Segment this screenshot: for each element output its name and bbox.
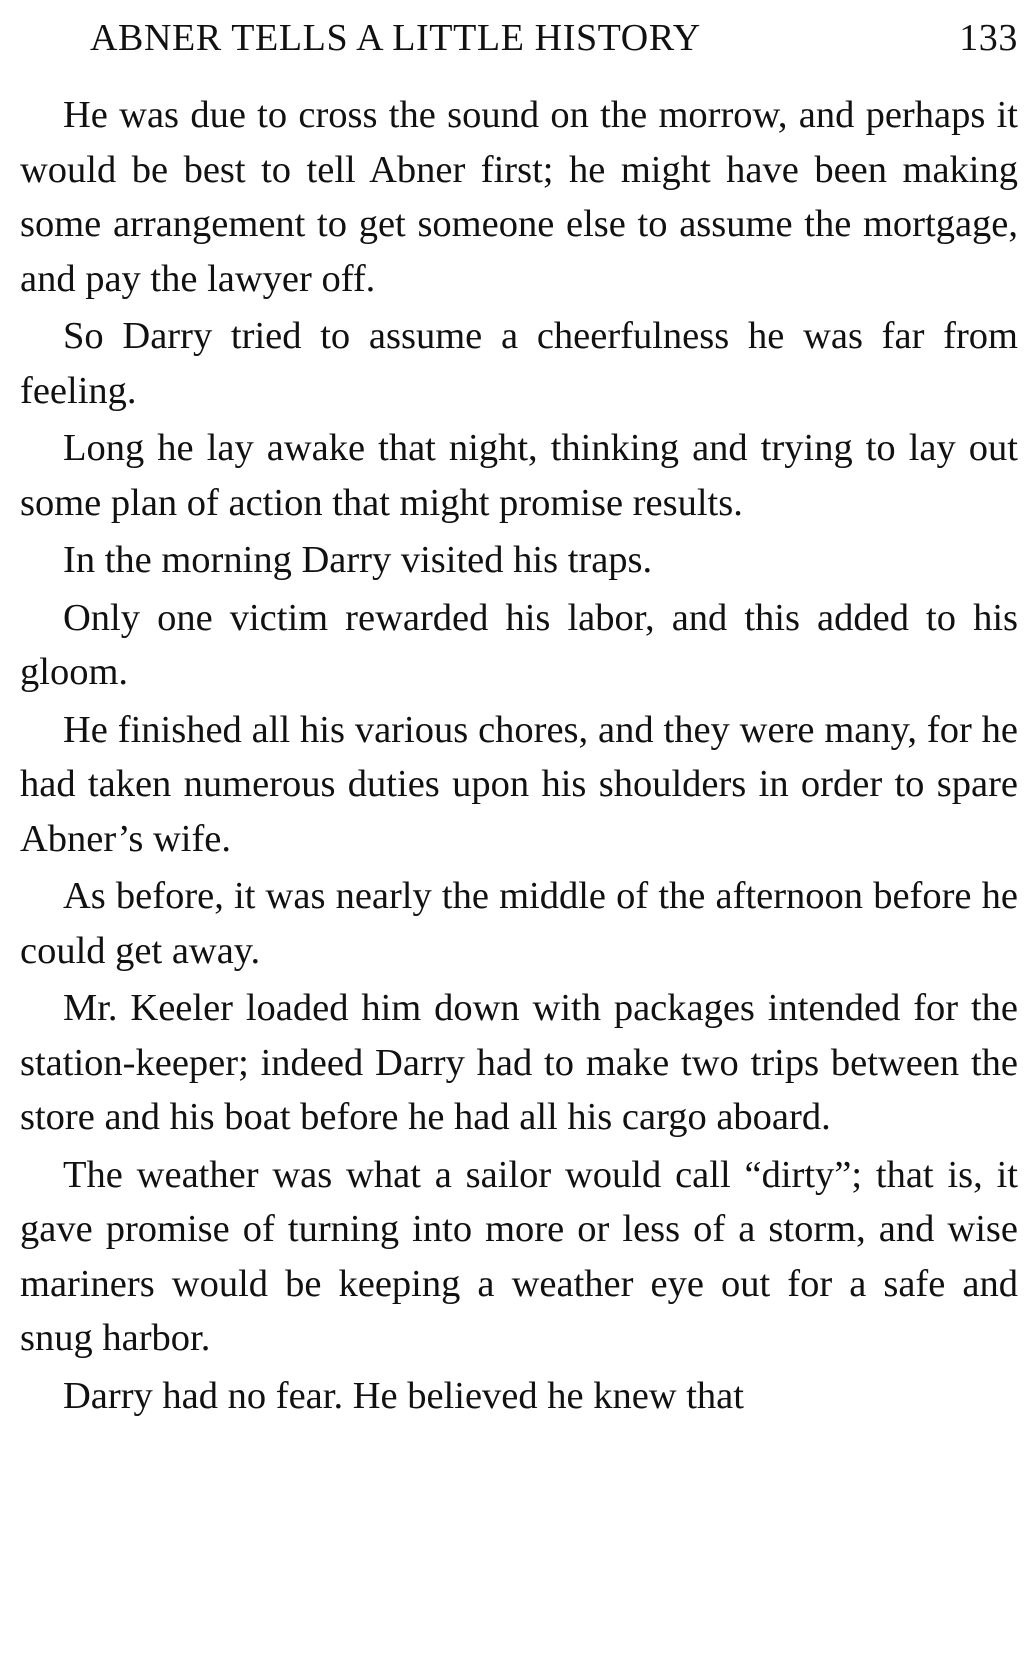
paragraph: In the morning Darry visited his traps. xyxy=(63,539,653,581)
running-header xyxy=(90,14,1018,62)
paragraph: He finished all his various chores, and they were many, for he had taken numerous duties upon his shoulders in order to spare Abner’s wife. xyxy=(20,708,1018,860)
chapter-title: ABNER TELLS A LITTLE HISTORY xyxy=(90,17,701,59)
paragraph: Long he lay awake that night, thinking and trying to lay out some plan of action that might promise results. xyxy=(20,427,1018,524)
paragraph: As before, it was nearly the middle of the afternoon before he could get away. xyxy=(20,875,1018,972)
paragraph: So Darry tried to assume a cheerfulness he was far from feeling. xyxy=(20,315,1018,412)
page-number: 133 xyxy=(959,17,1018,59)
paragraph: The weather was what a sailor would call “dirty”; that is, it gave promise of turning into more or less of a storm, and wise mariners would be keeping a weather eye out for a safe and snug harbor. xyxy=(20,1153,1018,1359)
paragraph: Only one victim rewarded his labor, and this added to his gloom. xyxy=(20,596,1018,693)
body-text xyxy=(20,88,1018,1426)
paragraph: He was due to cross the sound on the morrow, and perhaps it would be best to tell Abner first; he might have been making some arrangement to get someone else to assume the mortgage, and pay the lawyer off. xyxy=(20,94,1018,300)
paragraph: Darry had no fear. He believed he knew that xyxy=(63,1374,744,1417)
paragraph: Mr. Keeler loaded him down with packages intended for the station-keeper; indeed Darry had to make two trips between the store and his boat before he had all his cargo aboard. xyxy=(20,987,1018,1138)
